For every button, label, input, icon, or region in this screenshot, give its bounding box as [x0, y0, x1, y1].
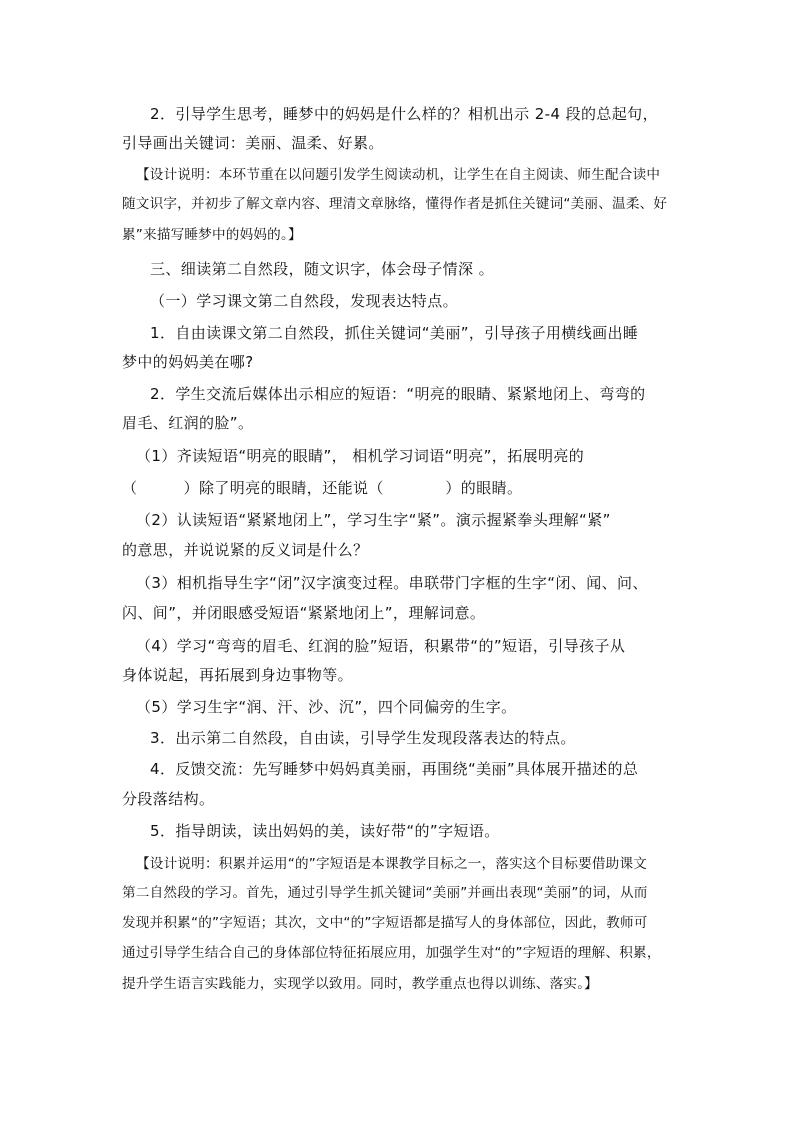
subsection-heading-1: （一）学习课文第二自然段，发现表达特点。 [150, 292, 459, 310]
paragraph-sub3-line2: 闪、间”，并闭眼感受短语“紧紧地闭上”，理解词意。 [122, 604, 486, 622]
design-note-2-line2: 第二自然段的学习。首先，通过引导学生抓关键词“美丽”并画出表现“美丽”的词，从而 [122, 885, 648, 901]
design-note-1-line2: 随文识字，并初步了解文章内容、理清文章脉络，懂得作者是抓住关键词“美丽、温柔、好 [122, 196, 668, 212]
paragraph-sub4-line1: （4）学习“弯弯的眉毛、红润的脸”短语，积累带“的”短语，引导孩子从 [136, 637, 626, 655]
design-note-2-line5: 提升学生语言实践能力，实现学以致用。同时，教学重点也得以训练、落实。】 [122, 976, 598, 992]
design-note-2-line4: 通过引导学生结合自己的身体部位特征拓展应用，加强学生对“的”字短语的理解、积累， [122, 945, 661, 961]
paragraph-step2-line1: 2．引导学生思考，睡梦中的妈妈是什么样的？相机出示 2-4 段的总起句， [150, 105, 658, 123]
paragraph-item4-line2: 分段落结构。 [122, 790, 215, 808]
paragraph-item1-line1: 1．自由读课文第二自然段，抓住关键词“美丽”，引导孩子用横线画出睡 [150, 324, 639, 342]
design-note-1-line1: 【设计说明：本环节重在以问题引发学生阅读动机，让学生在自主阅读、师生配合读中 [136, 167, 661, 183]
design-note-2-line3: 发现并积累“的”字短语；其次，文中“的”字短语都是描写人的身体部位，因此，教师可 [122, 915, 648, 931]
paragraph-item5: 5．指导朗读，读出妈妈的美，读好带“的”字短语。 [150, 822, 500, 840]
section-heading-3: 三、细读第二自然段，随文识字，体会母子情深 。 [150, 260, 494, 278]
paragraph-item4-line1: 4．反馈交流：先写睡梦中妈妈真美丽，再围绕“美丽”具体展开描述的总 [150, 760, 639, 778]
paragraph-item1-line2: 梦中的妈妈美在哪? [122, 353, 254, 371]
paragraph-step2-line2: 引导画出关键词：美丽、温柔、好累。 [122, 134, 384, 152]
paragraph-sub1-line2: （ ）除了明亮的眼睛，还能说（ ）的眼睛。 [122, 479, 523, 497]
design-note-2-line1: 【设计说明：积累并运用“的”字短语是本课教学目标之一，落实这个目标要借助课文 [136, 856, 648, 872]
paragraph-sub4-line2: 身体说起，再拓展到身边事物等。 [122, 666, 354, 684]
paragraph-item3: 3．出示第二自然段，自由读，引导学生发现段落表达的特点。 [150, 729, 576, 747]
design-note-1-line3: 累”来描写睡梦中的妈妈的。】 [122, 227, 302, 243]
paragraph-item2-line1: 2．学生交流后媒体出示相应的短语：“明亮的眼睛、紧紧地闭上、弯弯的 [150, 385, 646, 403]
paragraph-item2-line2: 眉毛、红润的脸”。 [122, 414, 254, 432]
paragraph-sub2-line1: （2）认读短语“紧紧地闭上”，学习生字“紧”。演示握紧拳头理解“紧” [136, 511, 611, 529]
paragraph-sub2-line2: 的意思，并说说紧的反义词是什么？ [122, 541, 369, 559]
paragraph-sub3-line1: （3）相机指导生字“闭”汉字演变过程。串联带门字框的生字“闭、闻、问、 [136, 574, 648, 592]
paragraph-sub1-line1: （1）齐读短语“明亮的眼睛”， 相机学习词语“明亮”，拓展明亮的 [136, 447, 585, 465]
paragraph-sub5: （5）学习生字“润、汗、沙、沉”，四个同偏旁的生字。 [136, 698, 517, 716]
